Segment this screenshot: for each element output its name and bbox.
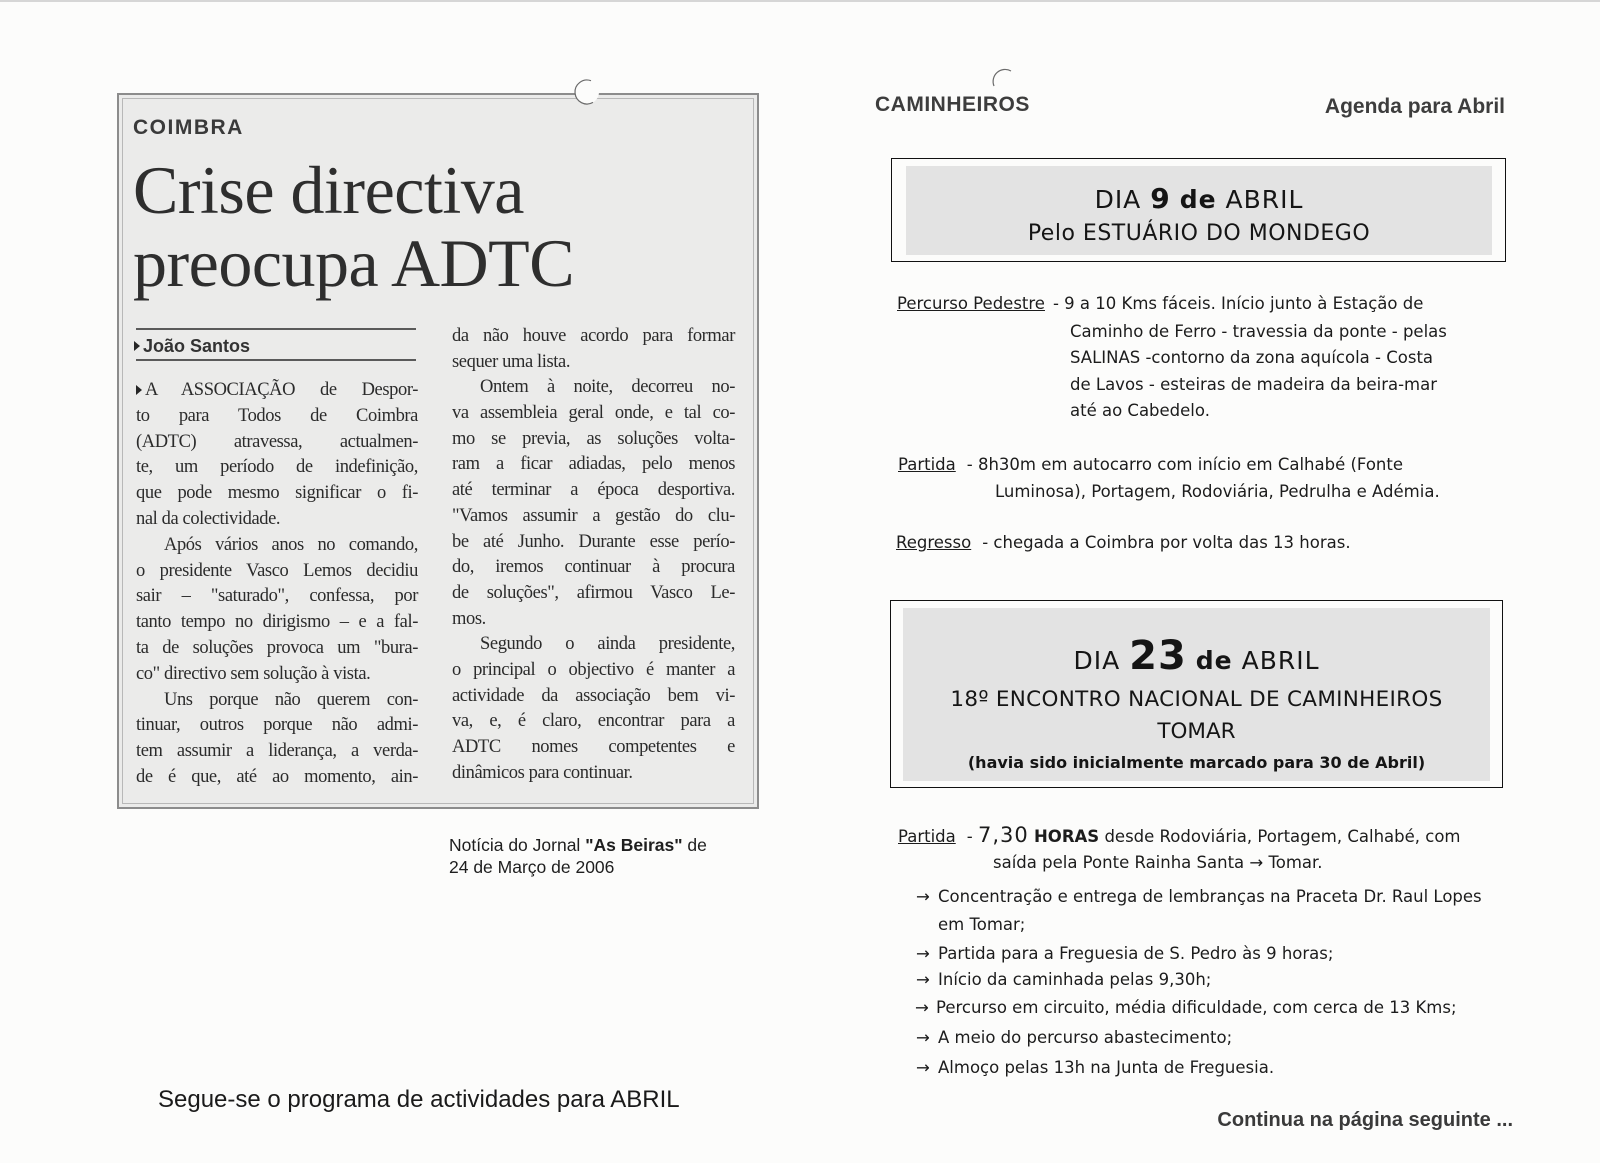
arrow-right-icon <box>916 970 930 990</box>
program-item-continuation: em Tomar; <box>938 915 1026 934</box>
article-line: ADTC nomes competentes e <box>452 737 735 757</box>
program-item: Início da caminhada pelas 9,30h; <box>938 970 1212 989</box>
article-line: dinâmicos para continuar. <box>452 762 633 783</box>
article-line: nal da colectividade. <box>136 508 281 529</box>
article-line: te, um período de indefinição, <box>136 457 418 478</box>
byline-rule-top <box>136 328 416 330</box>
event-1-return-line <box>896 533 1351 553</box>
article-line: da não houve acordo para formar <box>452 326 735 346</box>
departure-text: - 8h30m em autocarro com início em Calhabé (Fonte <box>966 455 1404 474</box>
agenda-section-tag: CAMINHEIROS <box>875 93 1030 116</box>
arrow-right-icon <box>916 944 930 964</box>
route-text: - 9 a 10 Kms fáceis. Início junto à Estação de <box>1052 294 1424 313</box>
departure-dash: - <box>966 827 973 846</box>
byline-marker-icon <box>134 341 140 351</box>
arrow-right-icon <box>916 887 930 907</box>
arrow-right-icon <box>916 1028 930 1048</box>
article-line: tem assumir a liderança, a verda- <box>136 741 418 762</box>
article-line: mos. <box>452 608 486 629</box>
article-column-2 <box>452 324 735 786</box>
program-item: Percurso em circuito, média dificuldade, com cerca de 13 Kms; <box>936 998 1457 1017</box>
caption-prefix: Notícia do Jornal <box>449 835 581 855</box>
caption-newspaper: "As Beiras" <box>585 835 683 855</box>
article-line: sair – "saturado", confessa, por <box>136 586 418 607</box>
article-line: actividade da associação bem vi- <box>452 685 735 706</box>
event-1-route-line <box>897 294 1423 314</box>
return-text: - chegada a Coimbra por volta das 13 horas. <box>982 533 1351 552</box>
article-line: ram a ficar adiadas, pelo menos <box>452 454 735 475</box>
event-2-day-number: 23 <box>1129 633 1187 679</box>
article-line: do, iremos continuar à procura <box>452 557 735 578</box>
caption-suffix: de <box>687 835 707 855</box>
departure-label: Partida <box>898 827 956 846</box>
article-line: Após vários anos no comando, <box>164 534 418 555</box>
event-1-route-line: Caminho de Ferro - travessia da ponte - pelas <box>1070 322 1447 341</box>
article-line: (ADTC) atravessa, actualmen- <box>136 431 418 452</box>
article-line: Ontem à noite, decorreu no- <box>480 377 735 398</box>
article-line: tanto tempo no dirigismo – e a fal- <box>136 612 418 633</box>
scan-edge <box>0 0 1600 2</box>
left-page-footer: Segue-se o programa de actividades para ABRIL <box>158 1086 680 1113</box>
program-item: Concentração e entrega de lembranças na Praceta Dr. Raul Lopes <box>938 887 1482 906</box>
event-2-name: 18º ENCONTRO NACIONAL DE CAMINHEIROS <box>950 687 1443 712</box>
departure-text: desde Rodoviária, Portagem, Calhabé, com <box>1104 827 1461 846</box>
punch-hole-mark <box>985 62 1025 102</box>
departure-label: Partida <box>898 455 956 474</box>
article-line: sequer uma lista. <box>452 351 571 372</box>
event-2-location: TOMAR <box>1157 719 1236 744</box>
caption-date: 24 de Março de 2006 <box>449 857 615 877</box>
event-2-month: ABRIL <box>1241 646 1320 675</box>
headline-line-2: preocupa ADTC <box>133 225 575 301</box>
clipping-caption <box>449 834 707 878</box>
event-2-departure-line <box>898 825 1461 847</box>
event-2-departure-line: saída pela Ponte Rainha Santa → Tomar. <box>993 853 1323 872</box>
event-1-day-number: 9 <box>1150 182 1171 215</box>
byline-rule-bottom <box>136 359 416 361</box>
event-1-route-line: até ao Cabedelo. <box>1070 401 1210 420</box>
event-1-place-prefix: Pelo <box>1027 221 1076 246</box>
route-label: Percurso Pedestre <box>897 294 1045 313</box>
program-item: Almoço pelas 13h na Junta de Freguesia. <box>938 1058 1275 1077</box>
event-2-note: (havia sido inicialmente marcado para 30 de Abril) <box>967 753 1426 772</box>
article-line: o principal o objectivo é manter a <box>452 659 735 680</box>
byline <box>134 335 250 357</box>
article-line: tinuar, outros porque não admi- <box>136 715 418 736</box>
article-line <box>136 378 418 404</box>
article-line: de soluções", afirmou Vasco Le- <box>452 582 735 603</box>
program-item: Partida para a Freguesia de S. Pedro às 9 horas; <box>938 944 1334 963</box>
agenda-title: Agenda para Abril <box>1324 95 1505 118</box>
article-line: de é que, até ao momento, ain- <box>136 766 418 787</box>
article-line: be até Junho. Durante esse perío- <box>452 531 735 552</box>
punch-hole-mark <box>567 72 607 112</box>
article-column-1 <box>136 378 418 791</box>
event-1-place-name: ESTUÁRIO DO MONDEGO <box>1082 221 1371 246</box>
departure-time: 7,30 <box>977 823 1029 847</box>
return-label: Regresso <box>896 533 972 552</box>
article-line: Segundo o ainda presidente, <box>480 634 735 655</box>
clipping-headline <box>133 154 574 300</box>
event-1-route-line: de Lavos - esteiras de madeira da beira-mar <box>1070 375 1438 394</box>
byline-author: João Santos <box>143 336 251 356</box>
event-2-day-label: DIA <box>1073 646 1121 675</box>
event-1-route-line: SALINAS -contorno da zona aquícola - Costa <box>1070 348 1434 367</box>
article-line: co" directivo sem solução à vista. <box>136 663 371 684</box>
event-2-date <box>903 634 1490 683</box>
clipping-section-tag: COIMBRA <box>133 116 244 139</box>
event-2-day-de: de <box>1195 646 1233 675</box>
event-1-departure-line <box>898 455 1403 475</box>
article-line: ta de soluções provoca um "bura- <box>136 637 418 658</box>
event-1-day-de: de <box>1179 185 1217 214</box>
article-line: Uns porque não querem con- <box>164 689 418 710</box>
headline-line-1: Crise directiva <box>133 152 524 228</box>
article-line: o presidente Vasco Lemos decidiu <box>136 560 418 581</box>
continued-next-page-note: Continua na página seguinte ... <box>1217 1109 1513 1131</box>
arrow-right-icon <box>915 998 929 1018</box>
article-line: va assembleia geral onde, e tal co- <box>452 403 735 424</box>
event-1-place <box>906 220 1492 248</box>
event-1-month: ABRIL <box>1225 185 1304 214</box>
article-line: "Vamos assumir a gestão do clu- <box>452 505 735 526</box>
event-1-day-label: DIA <box>1094 185 1142 214</box>
departure-time-unit: HORAS <box>1033 827 1100 846</box>
article-line: to para Todos de Coimbra <box>136 405 418 426</box>
paragraph-marker-icon <box>136 385 142 395</box>
article-line-text: A ASSOCIAÇÃO de Despor- <box>145 380 418 400</box>
article-line: mo se previa, as soluções volta- <box>452 428 735 449</box>
article-line: que pode mesmo significar o fi- <box>136 483 418 504</box>
event-1-departure-line: Luminosa), Portagem, Rodoviária, Pedrulha e Adémia. <box>995 482 1440 501</box>
caption-line-1 <box>449 834 707 856</box>
program-item: A meio do percurso abastecimento; <box>938 1028 1233 1047</box>
article-line: até terminar a época desportiva. <box>452 480 735 501</box>
event-1-date <box>906 183 1492 216</box>
article-line: va, e, é claro, encontrar para a <box>452 711 735 732</box>
arrow-right-icon <box>916 1058 930 1078</box>
